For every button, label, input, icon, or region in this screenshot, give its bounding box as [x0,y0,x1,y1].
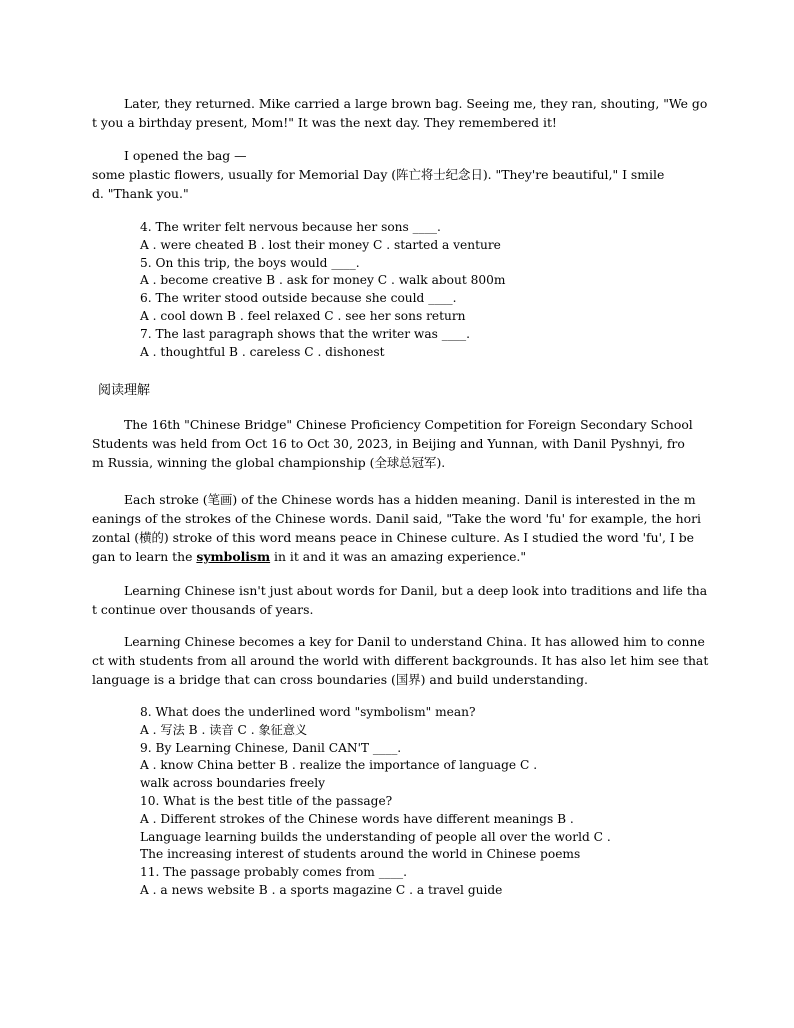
passage2-paragraph-3 [92,581,708,619]
text-line: ct with students from all around the world with different backgrounds. It has also let him see that [92,653,709,668]
question-4-options: A . were cheated B . lost their money C . started a venture [140,237,501,252]
underlined-word-symbolism: symbolism [196,549,271,564]
question-8: 8. What does the underlined word "symbolism" mean? [140,705,476,719]
question-11: 11. The passage probably comes from ____. [140,865,407,880]
question-9: 9. By Learning Chinese, Danil CAN'T ____. [140,740,402,755]
question-10-options-cont: Language learning builds the understanding of people all over the world C . [140,829,611,844]
question-11-options: A . a news website B . a sports magazine C . a travel guide [140,882,503,897]
question-6: 6. The writer stood outside because she could ____. [140,291,457,306]
text-line: m Russia, winning the global championship (全球总冠军). [92,455,446,470]
text-line: t you a birthday present, Mom!" It was the next day. They remembered it! [92,115,557,130]
text-line: Later, they returned. Mike carried a large brown bag. Seeing me, they ran, shouting, "We go [124,96,708,111]
question-6-options: A . cool down B . feel relaxed C . see her sons return [140,308,466,323]
question-7-options: A . thoughtful B . careless C . dishonest [140,344,385,359]
questions-4-7 [140,219,660,361]
question-10-options-cont: The increasing interest of students around the world in Chinese poems [140,847,581,862]
text-line [92,547,700,566]
question-5: 5. On this trip, the boys would ____. [140,255,360,270]
section-heading: 阅读理解 [98,383,151,398]
questions-8-11 [140,704,660,900]
passage1-paragraph-2 [92,146,700,203]
text-line: Students was held from Oct 16 to Oct 30, 2023, in Beijing and Yunnan, with Danil Pyshnyi, fro [92,436,685,451]
text-fragment: gan to learn the [92,549,197,564]
text-line: zontal (横的) stroke of this word means peace in Chinese culture. As I studied the word 'fu', I be [92,530,694,545]
question-10-options: A . Different strokes of the Chinese words have different meanings B . [140,811,574,826]
question-8-options: A . 写法 B . 读音 C . 象征意义 [140,722,308,737]
question-10: 10. What is the best title of the passage? [140,793,393,808]
text-line: language is a bridge that can cross boundaries (国界) and build understanding. [92,672,588,687]
text-line: eanings of the strokes of the Chinese words. Danil said, "Take the word 'fu' for example, the hori [92,511,701,526]
question-7: 7. The last paragraph shows that the writer was ____. [140,326,470,341]
passage2-paragraph-4 [92,632,709,689]
text-line: Each stroke (笔画) of the Chinese words has a hidden meaning. Danil is interested in the m [124,492,696,507]
text-line: Learning Chinese isn't just about words for Danil, but a deep look into traditions and life tha [124,583,708,598]
text-line: Learning Chinese becomes a key for Danil to understand China. It has allowed him to conne [124,634,705,649]
text-line: I opened the bag — [124,148,247,163]
passage2-paragraph-2 [92,490,700,566]
text-line: t continue over thousands of years. [92,602,314,617]
question-9-options: A . know China better B . realize the importance of language C . [140,758,538,773]
question-4: 4. The writer felt nervous because her sons ____. [140,220,441,234]
question-9-options-cont: walk across boundaries freely [140,776,326,791]
text-line: some plastic flowers, usually for Memorial Day (阵亡将士纪念日). "They're beautiful," I smile [92,167,665,182]
passage1-paragraph-1 [92,94,708,132]
question-5-options: A . become creative B . ask for money C . walk about 800m [140,273,506,288]
text-line: d. "Thank you." [92,186,189,201]
text-line: The 16th "Chinese Bridge" Chinese Proficiency Competition for Foreign Secondary School [124,417,693,432]
passage2-paragraph-1 [92,415,700,472]
text-fragment: in it and it was an amazing experience." [270,549,527,564]
